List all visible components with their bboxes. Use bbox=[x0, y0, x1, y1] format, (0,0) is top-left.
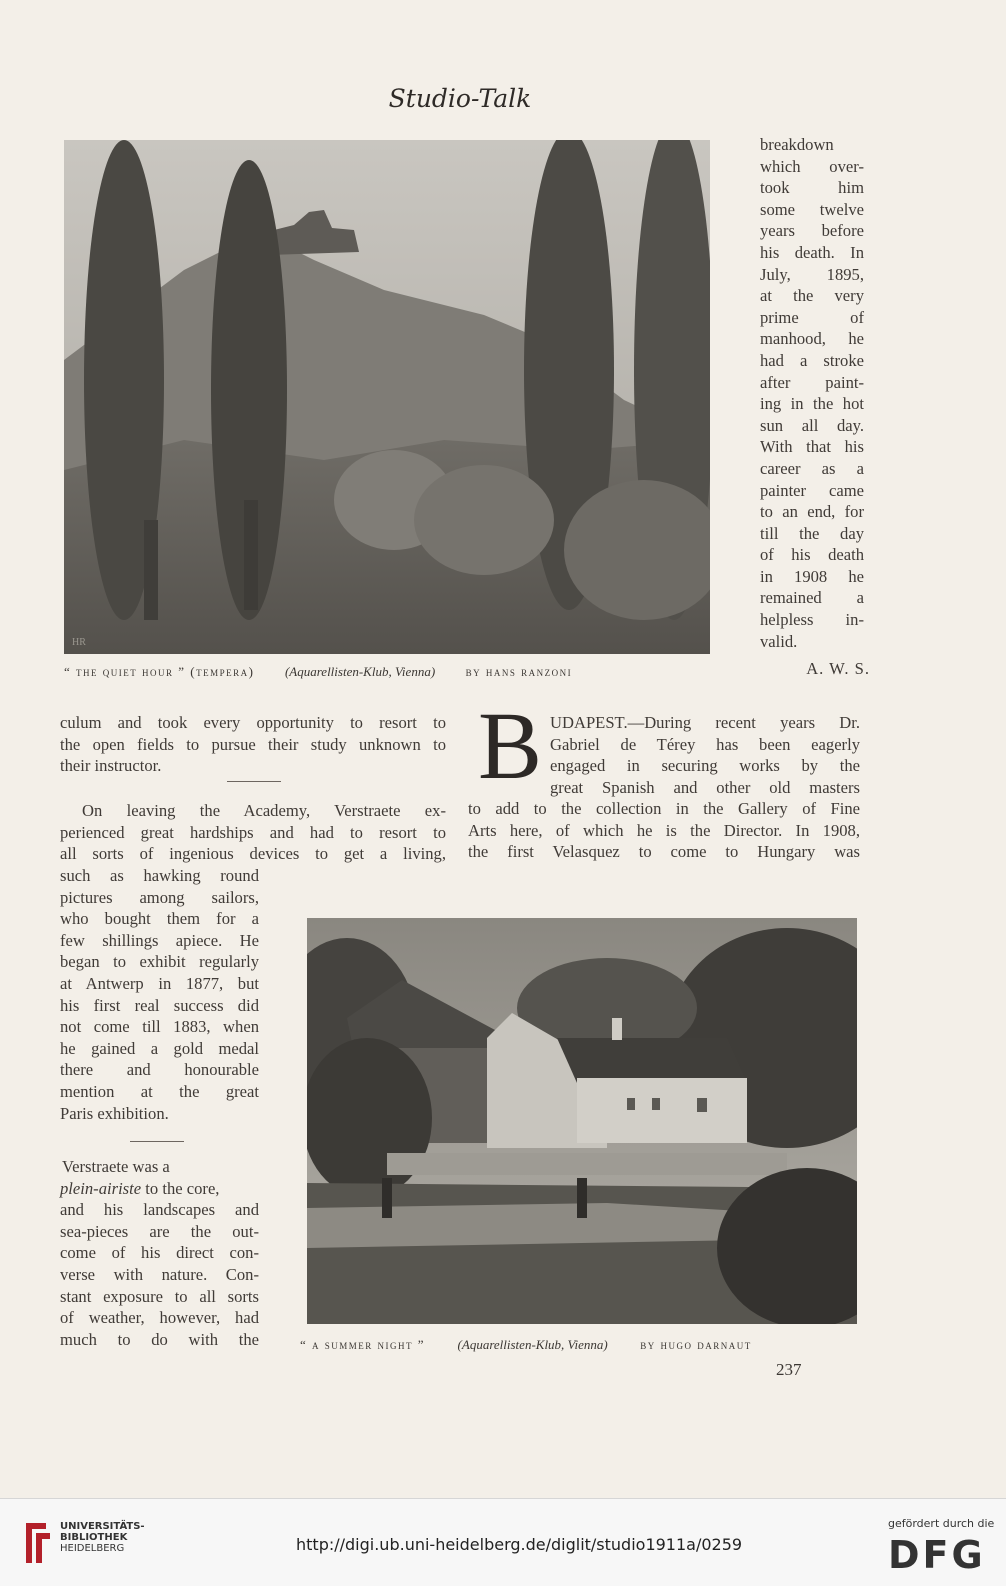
text-line: had a stroke bbox=[760, 350, 864, 370]
text-line: he gained a gold medal bbox=[60, 1038, 259, 1058]
caption-source: (Aquarellisten-Klub, Vienna) bbox=[284, 664, 436, 679]
artist-monogram: HR bbox=[72, 637, 86, 648]
text-line: began to exhibit regularly bbox=[60, 952, 259, 972]
text-line: some twelve bbox=[760, 199, 864, 219]
text-line: engaged in securing works by the bbox=[550, 756, 860, 776]
text-line: career as a bbox=[760, 458, 864, 478]
university-line: HEIDELBERG bbox=[60, 1543, 125, 1554]
text-line: great Spanish and other old masters bbox=[550, 777, 860, 797]
plate-quiet-hour bbox=[64, 140, 710, 654]
text-line: at the very bbox=[760, 286, 864, 306]
text-line: who bought them for a bbox=[60, 909, 259, 929]
text-line: and his landscapes and bbox=[60, 1200, 259, 1220]
left-column-para3 bbox=[60, 1156, 259, 1350]
caption-quiet-hour bbox=[64, 664, 572, 680]
text-line: remained a bbox=[760, 588, 864, 608]
narrow-column-top bbox=[760, 134, 864, 652]
text-line: mention at the great bbox=[60, 1081, 259, 1101]
text-line: ing in the hot bbox=[760, 394, 864, 414]
plein-airiste-term: plein-airiste bbox=[60, 1178, 142, 1198]
section-rule bbox=[227, 781, 281, 782]
para3-first-line: Verstraete was a bbox=[62, 1157, 170, 1176]
text-line: all sorts of ingenious devices to get a living, bbox=[60, 844, 446, 864]
text-line: at Antwerp in 1877, but bbox=[60, 973, 259, 993]
text-line: to add to the collection in the Gallery of Fine bbox=[468, 799, 860, 818]
university-name bbox=[60, 1521, 145, 1554]
text-line: his death. In bbox=[760, 242, 864, 262]
caption-title: “ the quiet hour ” (tempera) bbox=[64, 664, 255, 679]
text-line: With that his bbox=[760, 437, 864, 457]
budapest-indented bbox=[550, 712, 860, 798]
funding-note: gefördert durch die bbox=[888, 1517, 995, 1530]
text-line: stant exposure to all sorts bbox=[60, 1286, 259, 1306]
text-line: till the day bbox=[760, 523, 864, 543]
left-column-para2 bbox=[60, 800, 446, 865]
caption-summer-night bbox=[300, 1337, 752, 1353]
text-line: their instructor. bbox=[60, 756, 162, 776]
text-line: such as hawking round bbox=[60, 866, 259, 885]
section-rule bbox=[130, 1141, 184, 1142]
text-line: much to do with the bbox=[60, 1329, 259, 1349]
caption-source: (Aquarellisten-Klub, Vienna) bbox=[457, 1337, 608, 1352]
text-line: breakdown bbox=[760, 135, 834, 154]
quiet-hour-image bbox=[64, 140, 710, 654]
para3-first-after: to the core, bbox=[141, 1178, 220, 1198]
text-line: there and honourable bbox=[60, 1060, 259, 1080]
text-line: the first Velasquez to come to Hungary was bbox=[468, 842, 860, 862]
text-line: after paint- bbox=[760, 372, 864, 392]
dfg-logo: DFG bbox=[888, 1533, 986, 1577]
text-line: took him bbox=[760, 178, 864, 198]
text-line: which over- bbox=[760, 156, 864, 176]
text-line: Gabriel de Térey has been eagerly bbox=[550, 734, 860, 754]
text-line: verse with nature. Con- bbox=[60, 1264, 259, 1284]
text-line: sea-pieces are the out- bbox=[60, 1221, 259, 1241]
text-line: helpless in- bbox=[760, 610, 864, 630]
text-line: On leaving the Academy, Verstraete ex- bbox=[82, 801, 446, 820]
text-line: of his death bbox=[760, 545, 864, 565]
budapest-full bbox=[468, 798, 860, 863]
signature: A. W. S. bbox=[806, 659, 870, 678]
text-line: pictures among sailors, bbox=[60, 887, 259, 907]
caption-title: “ a summer night ” bbox=[300, 1337, 426, 1352]
permalink[interactable]: http://digi.ub.uni-heidelberg.de/diglit/studio1911a/0259 bbox=[296, 1535, 743, 1554]
text-line: Arts here, of which he is the Director. In 1908, bbox=[468, 820, 860, 840]
summer-night-image bbox=[307, 918, 857, 1324]
text-line: prime of bbox=[760, 307, 864, 327]
text-line: years before bbox=[760, 221, 864, 241]
text-line: of weather, however, had bbox=[60, 1308, 259, 1328]
page-number: 237 bbox=[776, 1360, 802, 1379]
plate-summer-night bbox=[307, 918, 857, 1324]
text-line: to an end, for bbox=[760, 502, 864, 522]
text-line: come of his direct con- bbox=[60, 1243, 259, 1263]
text-line: in 1908 he bbox=[760, 566, 864, 586]
university-line: UNIVERSITÄTS- bbox=[60, 1521, 145, 1532]
university-logo-icon bbox=[20, 1519, 56, 1567]
text-line: not come till 1883, when bbox=[60, 1017, 259, 1037]
text-line: painter came bbox=[760, 480, 864, 500]
caption-artist: by hans ranzoni bbox=[465, 664, 573, 679]
running-head: Studio-Talk bbox=[388, 84, 532, 113]
text-line: Paris exhibition. bbox=[60, 1103, 169, 1123]
text-line: sun all day. bbox=[760, 415, 864, 435]
text-line: perienced great hardships and had to resort to bbox=[60, 822, 446, 842]
text-line: his first real success did bbox=[60, 995, 259, 1015]
text-line: few shillings apiece. He bbox=[60, 930, 259, 950]
left-column-narrow bbox=[60, 865, 259, 1124]
caption-artist: by hugo darnaut bbox=[640, 1337, 752, 1352]
text-line: valid. bbox=[760, 631, 798, 651]
text-line: the open fields to pursue their study unknown to bbox=[60, 734, 446, 754]
university-line: BIBLIOTHEK bbox=[60, 1532, 128, 1543]
text-line: culum and took every opportunity to resort to bbox=[60, 713, 446, 732]
text-line: UDAPEST.—During recent years Dr. bbox=[550, 713, 860, 732]
left-column-top bbox=[60, 712, 446, 777]
text-line: July, 1895, bbox=[760, 264, 864, 284]
text-line: manhood, he bbox=[760, 329, 864, 349]
dropcap-b: B bbox=[478, 692, 543, 799]
footer-bar bbox=[0, 1498, 1006, 1586]
